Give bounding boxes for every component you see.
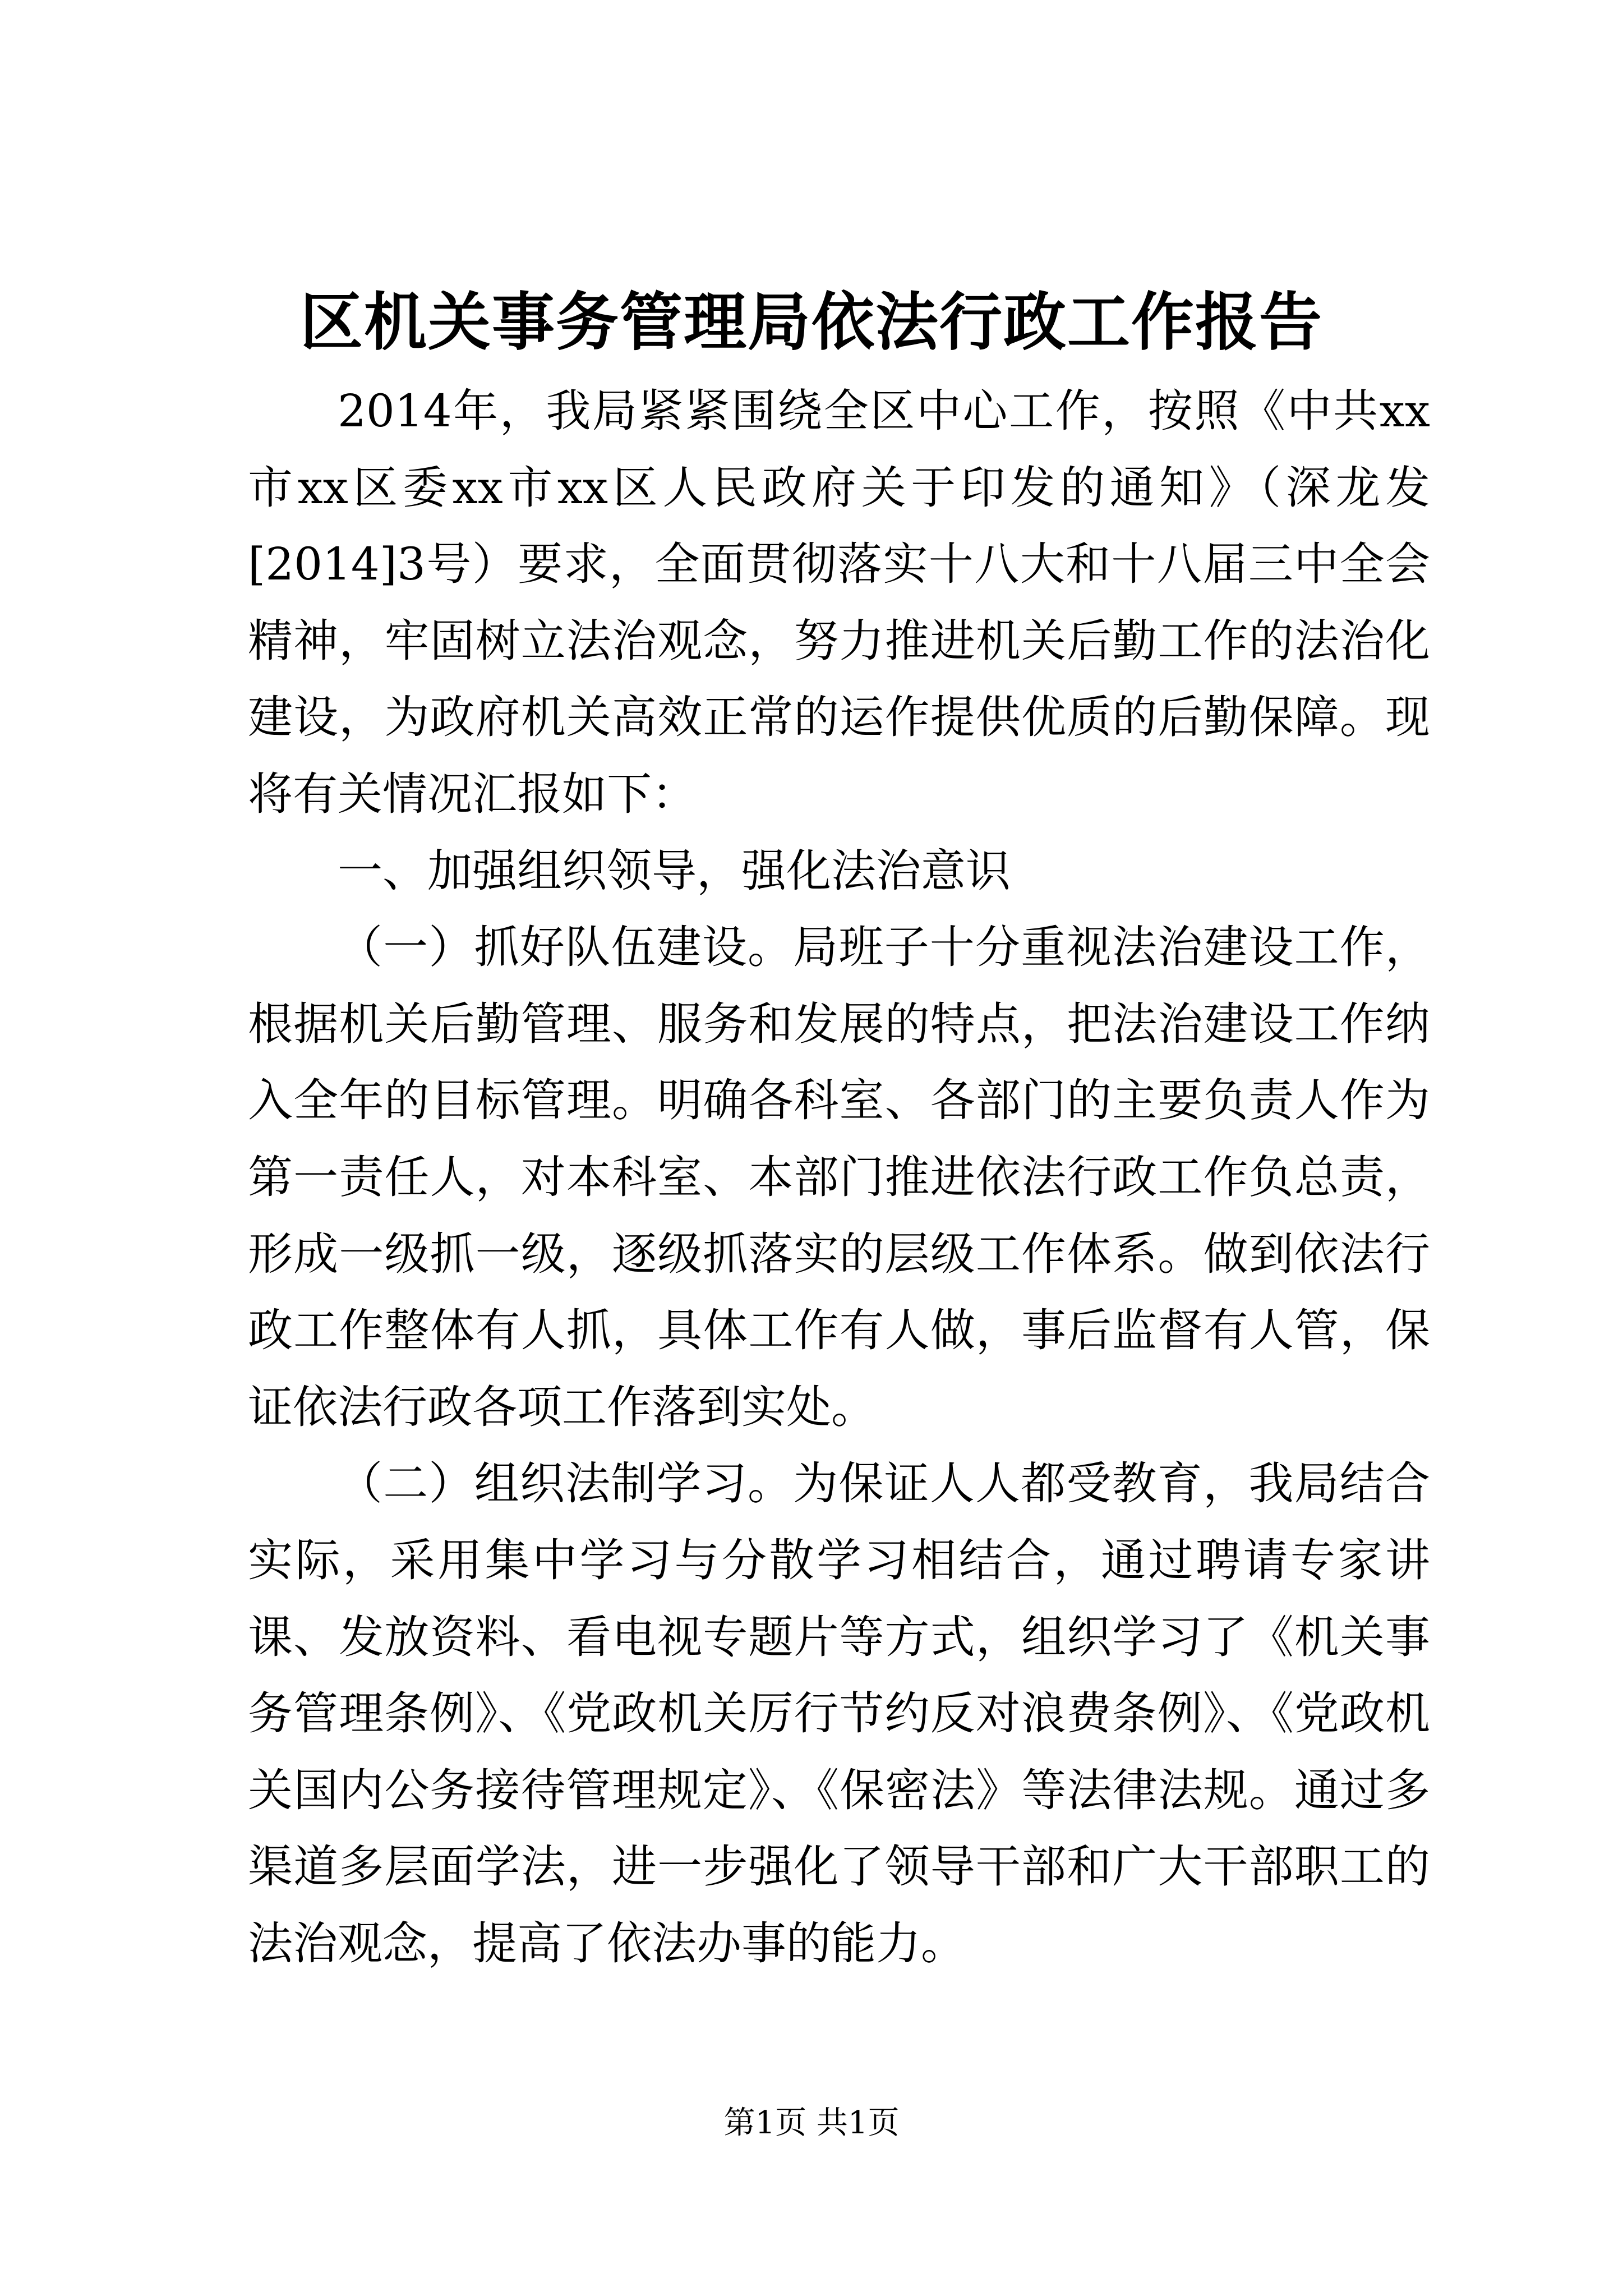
document-title: 区机关事务管理局依法行政工作报告 xyxy=(300,286,1323,359)
document-body xyxy=(248,373,1430,1982)
paragraph-legal-study: （二）组织法制学习。为保证人人都受教育，我局结合实际，采用集中学习与分散学习相结合，通过聘请专家讲课、发放资料、看电视专题片等方式，组织学习了《机关事务管理条例》、《党政机关厉行节约反对浪费条例》、《党政机关国内公务接待管理规定》、《保密法》等法律法规。通过多渠道多层面学法，进一步强化了领导干部和广大干部职工的法治观念，提高了依法办事的能力。 xyxy=(248,1457,1430,1970)
paragraph-intro: 2014年，我局紧紧围绕全区中心工作，按照《中共xx市xx区委xx市xx区人民政府关于印发的通知》（深龙发[2014]3号）要求，全面贯彻落实十八大和十八届三中全会精神，牢固树立法治观念，努力推进机关后勤工作的法治化建设，为政府机关高效正常的运作提供优质的后勤保障。现将有关情况汇报如下： xyxy=(248,385,1430,820)
section-heading-1: 一、加强组织领导，强化法治意识 xyxy=(338,844,1011,897)
page-footer: 第1页 共1页 xyxy=(723,2105,900,2141)
paragraph-team-building: （一）抓好队伍建设。局班子十分重视法治建设工作，根据机关后勤管理、服务和发展的特点，把法治建设工作纳入全年的目标管理。明确各科室、各部门的主要负责人作为第一责任人，对本科室、本部门推进依法行政工作负总责，形成一级抓一级，逐级抓落实的层级工作体系。做到依法行政工作整体有人抓，具体工作有人做，事后监督有人管，保证依法行政各项工作落到实处。 xyxy=(248,921,1430,1433)
